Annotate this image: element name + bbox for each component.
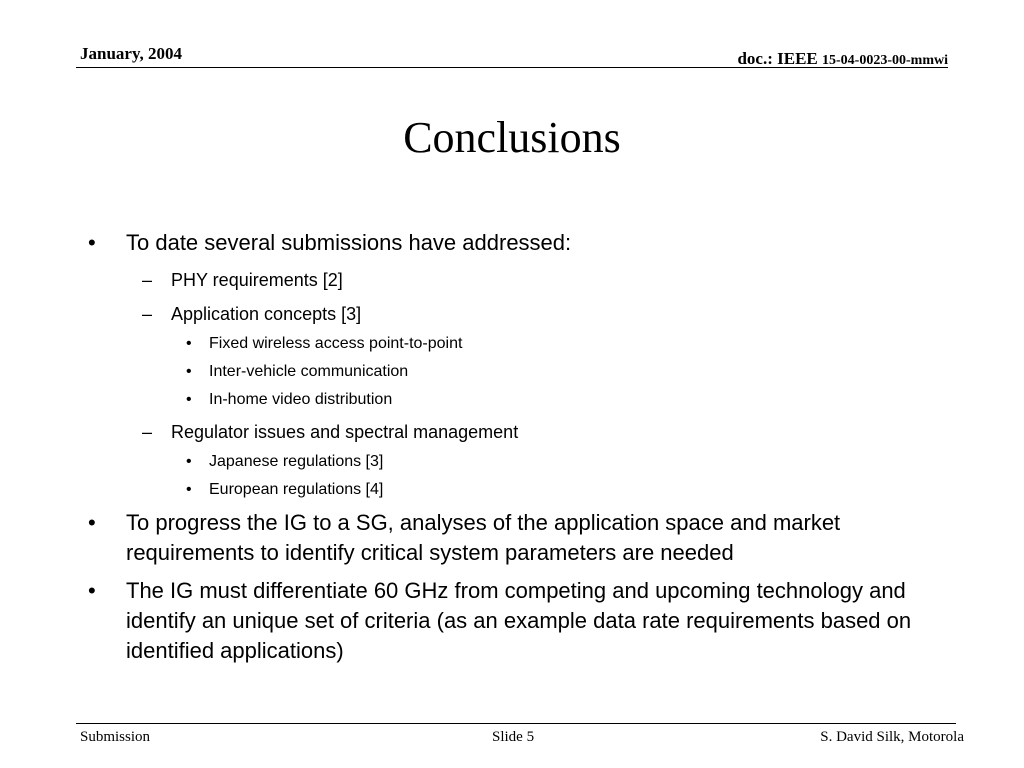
sub-bullet-item: [86, 302, 946, 326]
bullet-item: [86, 228, 946, 258]
bullet-marker: •: [186, 481, 192, 498]
bullet-marker: •: [88, 230, 96, 255]
sub-sub-bullet-text: European regulations [4]: [209, 481, 384, 498]
sub-sub-bullet-text: In-home video distribution: [209, 391, 393, 408]
sub-sub-bullet-item: [86, 390, 946, 410]
dash-marker: –: [142, 304, 153, 324]
header-doc-prefix: doc.: IEEE: [737, 49, 823, 68]
header-divider: [76, 67, 948, 68]
bullet-text: The IG must differentiate 60 GHz from competing and upcoming technology and identify an unique set of criteria (as an example data rate requirements based on identified applications): [126, 578, 912, 663]
dash-marker: –: [142, 270, 153, 290]
sub-bullet-text: Regulator issues and spectral management: [171, 422, 519, 442]
header-date: January, 2004: [80, 44, 183, 63]
footer-slide-number: Slide 5: [492, 729, 535, 745]
sub-sub-bullet-text: Japanese regulations [3]: [209, 453, 384, 470]
bullet-marker: •: [88, 510, 96, 535]
bullet-text: To progress the IG to a SG, analyses of the application space and market requirements to identify critical system parameters are needed: [126, 510, 841, 565]
sub-bullet-item: [86, 268, 946, 292]
sub-sub-bullet-item: [86, 362, 946, 382]
footer-submission: Submission: [80, 729, 151, 745]
footer-author: S. David Silk, Motorola: [820, 729, 964, 745]
bullet-marker: •: [186, 335, 192, 352]
dash-marker: –: [142, 422, 153, 442]
sub-bullet-text: PHY requirements [2]: [171, 270, 343, 290]
slide-body: [86, 228, 946, 666]
sub-sub-bullet-text: Fixed wireless access point-to-point: [209, 335, 463, 352]
sub-sub-bullet-text: Inter-vehicle communication: [209, 363, 409, 380]
bullet-marker: •: [186, 363, 192, 380]
bullet-marker: •: [186, 453, 192, 470]
bullet-marker: •: [88, 578, 96, 603]
sub-bullet-text: Application concepts [3]: [171, 304, 362, 324]
sub-sub-bullet-item: [86, 452, 946, 472]
bullet-text: To date several submissions have addressed:: [126, 230, 572, 255]
bullet-marker: •: [186, 391, 192, 408]
sub-sub-bullet-item: [86, 334, 946, 354]
sub-sub-bullet-item: [86, 480, 946, 500]
slide-title: Conclusions: [403, 113, 621, 162]
sub-bullet-item: [86, 420, 946, 444]
bullet-item: [86, 576, 946, 666]
header-doc-number: 15-04-0023-00-mmwi: [822, 53, 948, 68]
bullet-item: [86, 508, 946, 568]
footer-divider: [76, 723, 956, 724]
